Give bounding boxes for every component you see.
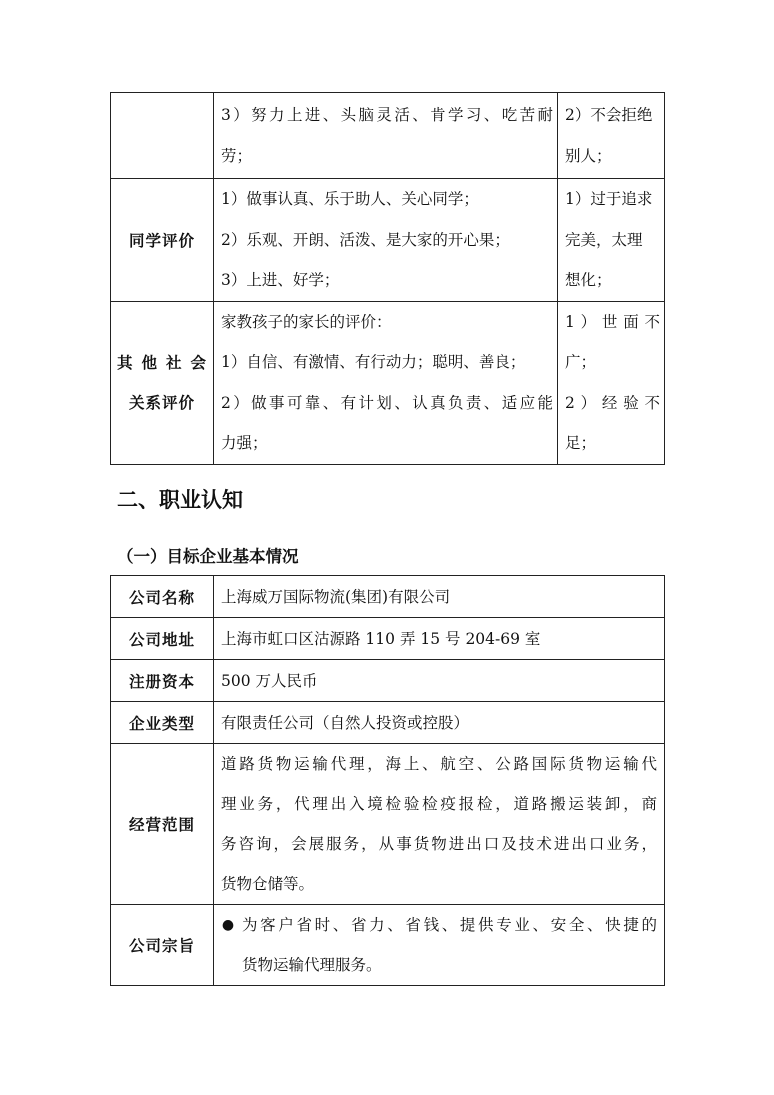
business-scope-value xyxy=(214,744,665,905)
row-label xyxy=(111,301,214,464)
text-line: 务咨询，会展服务，从事货物进出口及技术进出口业务， xyxy=(221,835,657,853)
bullet-icon: ● xyxy=(221,917,235,933)
text-line: 别人； xyxy=(565,146,612,165)
text-line: 货物运输代理服务。 xyxy=(242,956,382,974)
text-line: 完美，太理 xyxy=(565,230,643,249)
table-row xyxy=(111,618,665,660)
row-label xyxy=(111,93,214,179)
company-purpose-label: 公司宗旨 xyxy=(111,905,214,986)
text-line: 劳； xyxy=(221,146,253,165)
subsection-heading: （一）目标企业基本情况 xyxy=(117,547,299,566)
registered-capital-value: 500 万人民币 xyxy=(214,660,665,702)
positives-cell xyxy=(214,179,558,302)
text-line: 3）上进、好学； xyxy=(221,271,340,289)
business-scope-label: 经营范围 xyxy=(111,744,214,905)
text-line: 1）过于追求 xyxy=(565,190,653,208)
text-line: 3）努力上进、头脑灵活、肯学习、吃苦耐 xyxy=(221,106,553,124)
table-row xyxy=(111,179,665,302)
text-line: 想化； xyxy=(565,271,612,289)
company-address-value: 上海市虹口区沽源路 110 弄 15 号 204-69 室 xyxy=(214,618,665,660)
evaluation-table xyxy=(110,92,665,465)
text-line: 家教孩子的家长的评价： xyxy=(221,312,392,331)
company-name-value: 上海威万国际物流(集团)有限公司 xyxy=(214,576,665,618)
company-name-label: 公司名称 xyxy=(111,576,214,618)
table-row xyxy=(111,93,665,179)
table-row xyxy=(111,702,665,744)
positives-cell xyxy=(214,301,558,464)
text-line: 为客户省时、省力、省钱、提供专业、安全、快捷的 xyxy=(242,916,657,934)
text-line: 足； xyxy=(565,434,597,452)
positives-cell xyxy=(214,93,558,179)
text-line: 广； xyxy=(565,353,597,371)
text-line: 关系评价 xyxy=(128,393,195,412)
text-line: 其他社会 xyxy=(117,353,207,372)
text-line: 道路货物运输代理，海上、航空、公路国际货物运输代 xyxy=(221,755,657,773)
table-row xyxy=(111,301,665,464)
negatives-cell xyxy=(558,179,665,302)
text-line: 理业务，代理出入境检验检疫报检，道路搬运装卸，商 xyxy=(221,795,657,813)
text-line: 力强； xyxy=(221,434,268,452)
table-row xyxy=(111,905,665,986)
company-info-table xyxy=(110,575,665,986)
registered-capital-label: 注册资本 xyxy=(111,660,214,702)
table-row xyxy=(111,660,665,702)
text-line: 货物仓储等。 xyxy=(221,875,315,893)
row-label: 同学评价 xyxy=(111,179,214,302)
table-row xyxy=(111,744,665,905)
text-line: 2）不会拒绝 xyxy=(565,106,653,124)
text-line: 1）做事认真、乐于助人、关心同学； xyxy=(221,190,479,208)
text-line: 1）世面不 xyxy=(565,312,660,331)
negatives-cell xyxy=(558,301,665,464)
company-address-label: 公司地址 xyxy=(111,618,214,660)
section-heading: 二、职业认知 xyxy=(117,488,243,512)
text-line: 2）经验不 xyxy=(565,393,660,412)
text-line: 2）乐观、开朗、活泼、是大家的开心果； xyxy=(221,230,510,249)
text-line: 2）做事可靠、有计划、认真负责、适应能 xyxy=(221,393,553,412)
table-row xyxy=(111,576,665,618)
company-type-label: 企业类型 xyxy=(111,702,214,744)
company-type-value: 有限责任公司（自然人投资或控股） xyxy=(214,702,665,744)
text-line: 1）自信、有激情、有行动力；聪明、善良； xyxy=(221,353,526,371)
company-purpose-value xyxy=(214,905,665,986)
negatives-cell xyxy=(558,93,665,179)
